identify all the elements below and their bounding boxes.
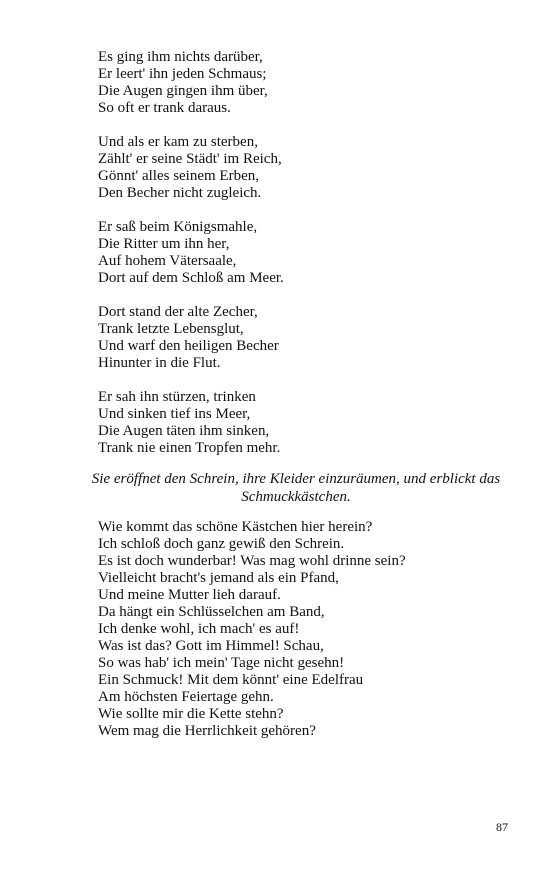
speech-line: Da hängt ein Schlüsselchen am Band, xyxy=(98,604,325,620)
speech-line: So was hab' ich mein' Tage nicht gesehn! xyxy=(98,655,345,671)
verse-line: So oft er trank daraus. xyxy=(98,100,231,116)
speech-line: Wie sollte mir die Kette stehn? xyxy=(98,706,284,722)
verse-line: Und sinken tief ins Meer, xyxy=(98,406,251,422)
verse-line: Er leert' ihn jeden Schmaus; xyxy=(98,66,267,82)
stanza xyxy=(98,219,518,287)
verse-line: Er saß beim Königsmahle, xyxy=(98,219,258,235)
stanza xyxy=(98,389,518,457)
verse-line: Die Ritter um ihn her, xyxy=(98,236,230,252)
speech-line: Vielleicht bracht's jemand als ein Pfand, xyxy=(98,570,339,586)
speech-line: Was ist das? Gott im Himmel! Schau, xyxy=(98,638,324,654)
speech-line: Wem mag die Herrlichkeit gehören? xyxy=(98,723,316,739)
stanza xyxy=(98,304,518,372)
poem xyxy=(98,49,518,474)
verse-line: Und warf den heiligen Becher xyxy=(98,338,279,354)
speech-line: Und meine Mutter lieh darauf. xyxy=(98,587,281,603)
speech-line: Ein Schmuck! Mit dem könnt' eine Edelfrau xyxy=(98,672,364,688)
speech xyxy=(98,519,518,740)
verse-line: Und als er kam zu sterben, xyxy=(98,134,258,150)
verse-line: Den Becher nicht zugleich. xyxy=(98,185,262,201)
verse-line: Trank nie einen Tropfen mehr. xyxy=(98,440,281,456)
verse-line: Zählt' er seine Städt' im Reich, xyxy=(98,151,282,167)
verse-line: Gönnt' alles seinem Erben, xyxy=(98,168,259,184)
verse-line: Dort stand der alte Zecher, xyxy=(98,304,258,320)
stanza xyxy=(98,49,518,117)
verse-line: Er sah ihn stürzen, trinken xyxy=(98,389,256,405)
speech-line: Am höchsten Feiertage gehn. xyxy=(98,689,274,705)
verse-line: Dort auf dem Schloß am Meer. xyxy=(98,270,284,286)
speech-line: Wie kommt das schöne Kästchen hier herein? xyxy=(98,519,373,535)
verse-line: Die Augen täten ihm sinken, xyxy=(98,423,270,439)
verse-line: Trank letzte Lebensglut, xyxy=(98,321,244,337)
verse-line: Auf hohem Vätersaale, xyxy=(98,253,237,269)
verse-line: Die Augen gingen ihm über, xyxy=(98,83,268,99)
stanza xyxy=(98,134,518,202)
speech-line: Ich schloß doch ganz gewiß den Schrein. xyxy=(98,536,345,552)
verse-line: Hinunter in die Flut. xyxy=(98,355,221,371)
speech-line: Es ist doch wunderbar! Was mag wohl drinne sein? xyxy=(98,553,406,569)
page-number: 87 xyxy=(496,820,508,834)
verse-line: Es ging ihm nichts darüber, xyxy=(98,49,263,65)
speech-line: Ich denke wohl, ich mach' es auf! xyxy=(98,621,300,637)
stage-direction: Sie eröffnet den Schrein, ihre Kleider einzuräumen, und erblickt das Schmuckkästchen. xyxy=(91,471,501,505)
